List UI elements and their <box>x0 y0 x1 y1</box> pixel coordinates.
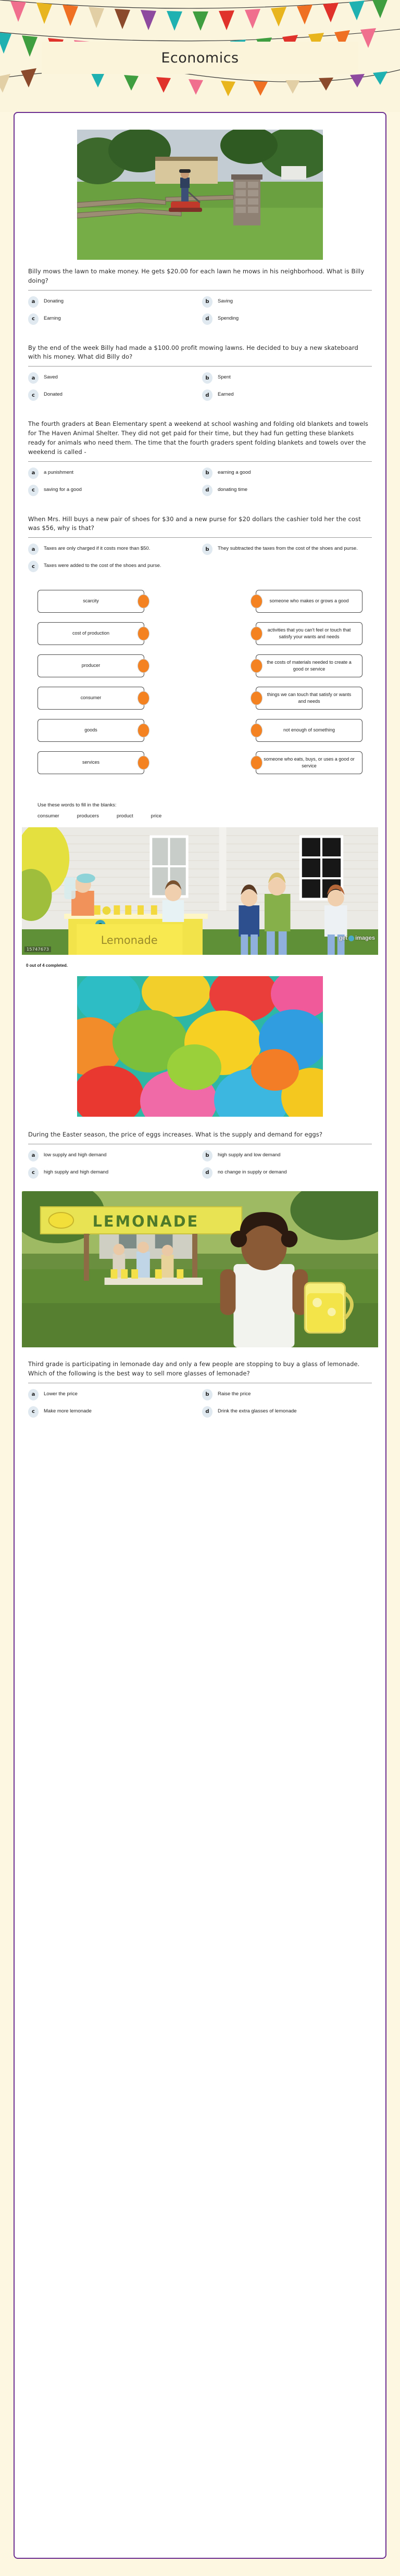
match-connector-dot-icon[interactable] <box>251 724 262 738</box>
match-definition-label: someone who eats, buys, or uses a good or service <box>264 756 355 769</box>
option-letter: b <box>202 296 213 308</box>
option-letter: a <box>28 372 39 384</box>
page-banner <box>0 0 400 112</box>
answer-option[interactable] <box>28 1167 198 1179</box>
match-term-label: scarcity <box>83 598 99 604</box>
eggs-photo-wrap <box>22 976 378 1117</box>
match-connector-dot-icon[interactable] <box>251 627 262 641</box>
question-divider <box>28 290 372 291</box>
photo-watermark: 15747673 <box>24 946 51 952</box>
answer-option[interactable] <box>202 484 372 496</box>
matching-row <box>38 751 362 774</box>
option-label: Saving <box>218 298 233 304</box>
match-connector-dot-icon[interactable] <box>138 691 149 705</box>
answer-option[interactable] <box>28 484 198 496</box>
lemonade-stand-photo <box>22 827 378 955</box>
svg-text:LEMONADE: LEMONADE <box>92 1212 199 1230</box>
option-label: donating time <box>218 486 248 493</box>
answer-option[interactable] <box>202 1388 372 1400</box>
easter-eggs-photo <box>77 976 323 1117</box>
option-label: Spent <box>218 374 231 381</box>
page-title-text: Economics <box>161 49 239 66</box>
match-term-label: services <box>82 760 99 765</box>
option-letter: a <box>28 1389 39 1400</box>
answer-options <box>26 372 374 404</box>
answer-option[interactable] <box>28 296 198 308</box>
answer-option[interactable] <box>28 1150 198 1161</box>
question-text: When Mrs. Hill buys a new pair of shoes for $30 and a new purse for $20 dollars the cashier told her the cost was $56, why is that? <box>28 515 361 532</box>
answer-options <box>26 296 374 328</box>
answer-options <box>26 543 374 575</box>
option-letter: a <box>28 544 39 555</box>
wordbank-word[interactable]: consumer <box>38 813 59 819</box>
option-label: Drink the extra glasses of lemonade <box>218 1408 297 1414</box>
answer-option[interactable] <box>202 389 372 401</box>
answer-option[interactable] <box>202 313 372 325</box>
option-letter: a <box>28 296 39 308</box>
match-definition-label: the costs of materials needed to create a good or service <box>267 659 352 672</box>
option-label: Taxes were added to the cost of the shoes and purse. <box>44 563 161 569</box>
match-definition-card[interactable] <box>256 719 362 742</box>
match-connector-dot-icon[interactable] <box>251 659 262 673</box>
option-label: high supply and low demand <box>218 1152 281 1158</box>
match-definition-label: not enough of something <box>283 727 335 733</box>
question-text: Third grade is participating in lemonade day and only a few people are stopping to buy a glass of lemonade. Which of the following is the best way to sell more glasses of lemonade? <box>28 1360 360 1377</box>
matching-row <box>38 654 362 677</box>
matching-row <box>38 719 362 742</box>
wordbank-word[interactable]: price <box>151 813 162 819</box>
option-letter: a <box>28 468 39 479</box>
question-block <box>25 1128 375 1182</box>
match-term-card[interactable] <box>38 654 144 677</box>
question-block <box>25 342 375 405</box>
option-letter: d <box>202 485 213 496</box>
question-text: During the Easter season, the price of eggs increases. What is the supply and demand for eggs? <box>28 1131 323 1139</box>
match-connector-dot-icon[interactable] <box>138 595 149 609</box>
matching-activity <box>22 577 378 789</box>
match-term-label: goods <box>84 727 97 733</box>
question-divider <box>28 366 372 367</box>
match-connector-dot-icon[interactable] <box>138 756 149 770</box>
option-letter: c <box>28 561 39 572</box>
option-letter: c <box>28 1167 39 1179</box>
question-divider <box>28 461 372 462</box>
option-label: low supply and high demand <box>44 1152 107 1158</box>
option-letter: c <box>28 1406 39 1418</box>
option-label: saving for a good <box>44 486 82 493</box>
answer-option[interactable] <box>28 372 198 384</box>
match-connector-dot-icon[interactable] <box>138 724 149 738</box>
option-label: no change in supply or demand <box>218 1169 287 1175</box>
option-letter: c <box>28 313 39 325</box>
option-label: Earning <box>44 315 61 321</box>
match-definition-card[interactable] <box>256 622 362 645</box>
answer-option[interactable] <box>28 1406 198 1418</box>
match-term-label: cost of production <box>72 630 110 636</box>
option-label: Earned <box>218 392 234 398</box>
answer-option[interactable] <box>28 543 198 555</box>
answer-options <box>26 467 374 499</box>
answer-option[interactable] <box>202 372 372 384</box>
answer-option[interactable] <box>202 1406 372 1418</box>
page-title <box>42 42 358 74</box>
match-term-label: consumer <box>80 695 102 701</box>
option-label: Donated <box>44 392 63 398</box>
option-label: Raise the price <box>218 1391 251 1397</box>
option-label: They subtracted the taxes from the cost of the shoes and purse. <box>218 546 358 552</box>
match-connector-dot-icon[interactable] <box>251 756 262 770</box>
answer-option[interactable] <box>202 296 372 308</box>
progress-status: 0 out of 4 completed. <box>26 963 68 968</box>
question-block <box>25 513 375 576</box>
option-letter: b <box>202 372 213 384</box>
question-block <box>25 1358 375 1421</box>
answer-option[interactable] <box>202 543 372 555</box>
question-text: Billy mows the lawn to make money. He gets $20.00 for each lawn he mows in his neighborhood. What is Billy doing? <box>28 268 365 284</box>
question-divider <box>28 537 372 538</box>
option-letter: d <box>202 389 213 401</box>
match-definition-card[interactable] <box>256 654 362 677</box>
match-definition-label: activities that you can't feel or touch that satisfy your wants and needs <box>267 627 351 640</box>
answer-option[interactable] <box>202 1150 372 1161</box>
mower-photo-wrap <box>22 130 378 260</box>
option-letter: c <box>28 485 39 496</box>
matching-row <box>38 687 362 710</box>
match-term-card[interactable] <box>38 751 144 774</box>
option-label: earning a good <box>218 469 251 475</box>
lemonade-photo-wrap <box>22 827 378 955</box>
answer-option[interactable] <box>28 1388 198 1400</box>
getty-watermark: get images <box>339 935 375 942</box>
svg-text:Lemonade: Lemonade <box>101 934 158 947</box>
match-definition-card[interactable] <box>256 687 362 710</box>
match-connector-dot-icon[interactable] <box>138 659 149 673</box>
match-term-label: producer <box>81 663 101 668</box>
match-term-card[interactable] <box>38 719 144 742</box>
matching-row <box>38 590 362 613</box>
matching-row <box>38 622 362 645</box>
lemonade-girl-photo <box>22 1191 378 1347</box>
match-definition-label: things we can touch that satisfy or wants and needs <box>267 691 352 704</box>
answer-option[interactable] <box>28 389 198 401</box>
answer-options <box>26 1150 374 1182</box>
fill-in-blanks-section <box>22 789 378 821</box>
fill-in-blanks-prompt: Use these words to fill in the blanks: <box>38 802 117 809</box>
match-term-card[interactable] <box>38 590 144 613</box>
answer-option[interactable] <box>28 313 198 325</box>
match-connector-dot-icon[interactable] <box>251 595 262 609</box>
match-definition-card[interactable] <box>256 590 362 613</box>
match-definition-card[interactable] <box>256 751 362 774</box>
match-term-card[interactable] <box>38 622 144 645</box>
question-text: The fourth graders at Bean Elementary spent a weekend at school washing and folding old blankets and towels for The Haven Animal Shelter. They did not get paid for their time, but they had fun getting these blankets ready for animals who need them. The time that the fourth graders spent folding blankets and towels over the weekend is called - <box>28 420 369 456</box>
option-letter: b <box>202 468 213 479</box>
option-label: Make more lemonade <box>44 1408 92 1414</box>
option-letter: b <box>202 1150 213 1161</box>
option-label: Donating <box>44 298 64 304</box>
fill-in-blanks-wordbank <box>38 813 362 819</box>
answer-option[interactable] <box>202 1167 372 1179</box>
match-definition-label: someone who makes or grows a good <box>269 598 349 604</box>
answer-option[interactable] <box>28 467 198 479</box>
option-letter: b <box>202 1389 213 1400</box>
option-label: a punishment <box>44 469 74 475</box>
option-letter: c <box>28 389 39 401</box>
wordbank-word[interactable]: product <box>116 813 133 819</box>
question-block <box>25 418 375 499</box>
option-label: high supply and high demand <box>44 1169 109 1175</box>
question-block <box>25 265 375 328</box>
option-letter: d <box>202 313 213 325</box>
option-label: Saved <box>44 374 58 381</box>
match-connector-dot-icon[interactable] <box>138 627 149 641</box>
option-letter: a <box>28 1150 39 1161</box>
option-letter: d <box>202 1167 213 1179</box>
option-letter: b <box>202 544 213 555</box>
option-letter: d <box>202 1406 213 1418</box>
girl-photo-wrap <box>22 1191 378 1347</box>
wordbank-word[interactable]: producers <box>77 813 99 819</box>
match-term-card[interactable] <box>38 687 144 710</box>
answer-option[interactable] <box>28 560 198 572</box>
question-text: By the end of the week Billy had made a $100.00 profit mowing lawns. He decided to buy a new skateboard with his money. What did Billy do? <box>28 344 358 361</box>
option-label: Spending <box>218 315 239 321</box>
answer-option[interactable] <box>202 467 372 479</box>
answer-options <box>26 1388 374 1421</box>
option-label: Taxes are only charged if it costs more than $50. <box>44 546 151 552</box>
match-connector-dot-icon[interactable] <box>251 691 262 705</box>
worksheet-sheet <box>14 112 386 2559</box>
option-label: Lower the price <box>44 1391 78 1397</box>
mower-photo <box>77 130 323 260</box>
